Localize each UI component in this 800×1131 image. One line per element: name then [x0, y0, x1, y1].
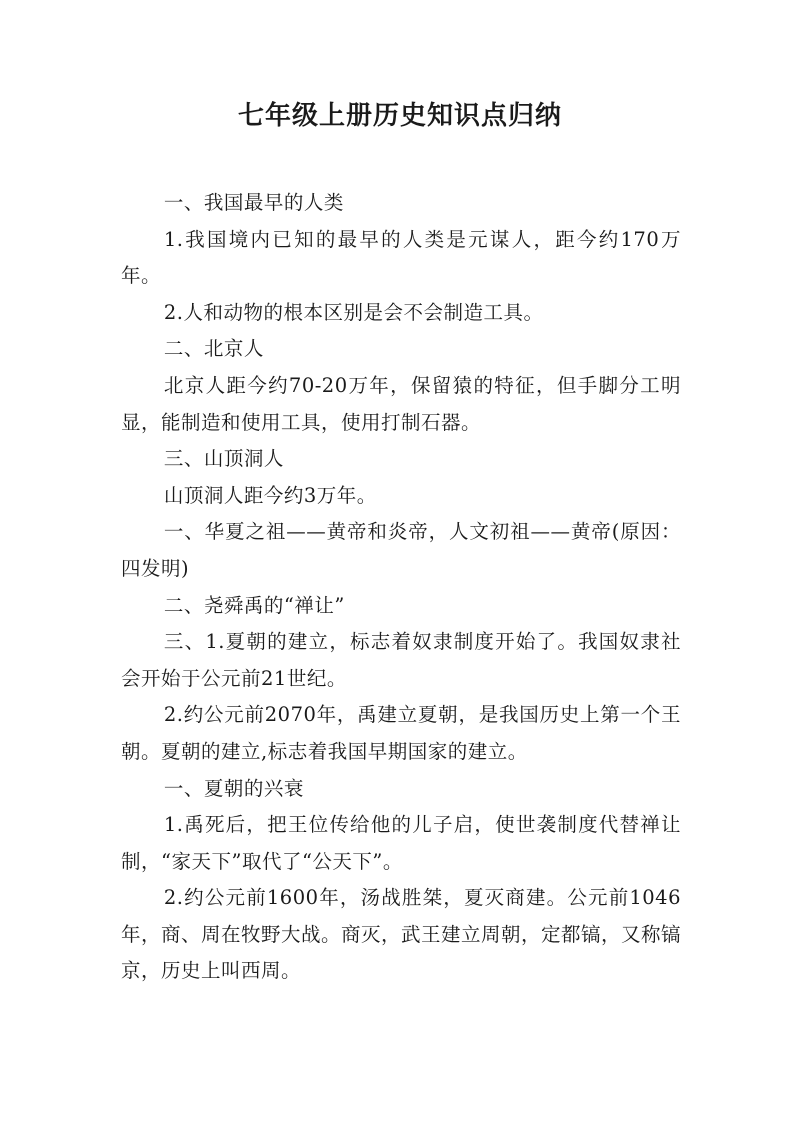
paragraph: 一、夏朝的兴衰 [163, 776, 304, 800]
document-title: 七年级上册历史知识点归纳 [237, 101, 562, 131]
paragraph: 三、山顶洞人 [163, 447, 284, 471]
paragraph: 一、华夏之祖——黄帝和炎帝，人文初祖——黄帝(原因：四发明) [121, 520, 681, 580]
paragraph: 北京人距今约70-20万年，保留猿的特征，但手脚分工明显，能制造和使用工具，使用打制石器。 [121, 373, 681, 434]
paragraph: 1.我国境内已知的最早的人类是元谋人，距今约170万年。 [121, 227, 681, 288]
paragraph: 山顶洞人距今约3万年。 [163, 483, 377, 507]
document-body [121, 185, 681, 990]
paragraph: 1.禹死后，把王位传给他的儿子启，使世袭制度代替禅让制，“家天下”取代了“公天下”。 [121, 813, 681, 873]
paragraph: 2.人和动物的根本区别是会不会制造工具。 [163, 300, 544, 324]
paragraph: 三、1.夏朝的建立，标志着奴隶制度开始了。我国奴隶社会开始于公元前21世纪。 [121, 630, 681, 690]
paragraph: 一、我国最早的人类 [163, 191, 344, 214]
paragraph: 二、北京人 [163, 337, 264, 361]
paragraph: 2.约公元前2070年，禹建立夏朝，是我国历史上第一个王朝。夏朝的建立,标志着我国早期国家的建立。 [121, 703, 681, 763]
paragraph: 2.约公元前1600年，汤战胜桀，夏灭商建。公元前1046年，商、周在牧野大战。商灭，武王建立周朝，定都镐，又称镐京，历史上叫西周。 [121, 886, 682, 983]
paragraph: 二、尧舜禹的“禅让” [163, 593, 345, 617]
